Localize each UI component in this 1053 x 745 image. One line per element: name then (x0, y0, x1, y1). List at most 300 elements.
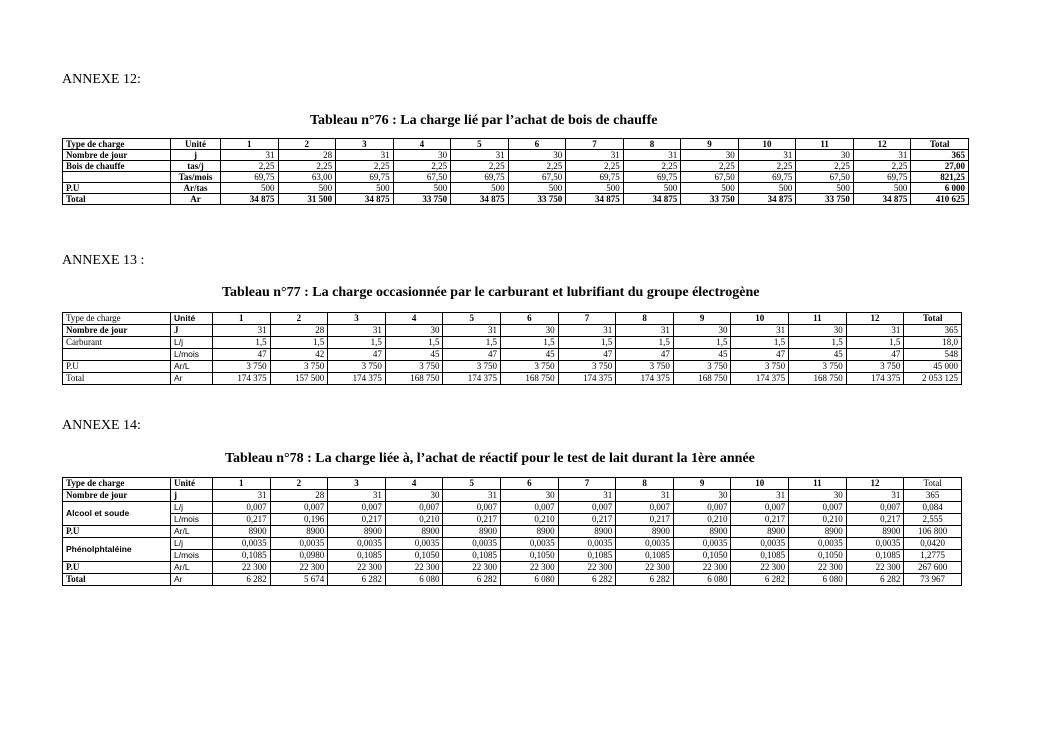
table-cell: 9 (673, 478, 731, 490)
table-cell: 6 080 (501, 574, 559, 586)
table-row (63, 538, 962, 550)
table-cell: Ar/L (171, 526, 213, 538)
table-cell: 2,25 (336, 161, 394, 172)
table-row (63, 337, 962, 349)
table-cell: 30 (673, 490, 731, 502)
table-cell: 28 (270, 325, 328, 337)
table-cell: 0,1050 (673, 550, 731, 562)
table-cell: 7 (566, 139, 624, 150)
table-cell: 0,0035 (213, 538, 271, 550)
table-cell: 410 625 (911, 194, 969, 205)
table-76 (62, 138, 969, 205)
table-cell: Carburant (63, 337, 171, 349)
table-cell: 31 (328, 325, 386, 337)
table-cell: 1,5 (673, 337, 731, 349)
table-cell: 31 (616, 490, 674, 502)
table-cell: 0,0035 (616, 538, 674, 550)
table-cell: 0,1085 (443, 550, 501, 562)
table-row (63, 490, 962, 502)
table-cell: 6 282 (443, 574, 501, 586)
table-cell: 1,5 (846, 337, 904, 349)
table-cell: 5 674 (270, 574, 328, 586)
table-cell: 2 (270, 478, 328, 490)
table-cell: 0,217 (443, 514, 501, 526)
table-77 (62, 312, 962, 385)
table-cell: 6 282 (328, 574, 386, 586)
table-cell: 30 (393, 150, 451, 161)
table-cell: 0,210 (501, 514, 559, 526)
table-row (63, 574, 962, 586)
table-cell: 6 282 (558, 574, 616, 586)
table-header-row (63, 478, 962, 490)
table-cell: 1,5 (328, 337, 386, 349)
table-cell: 6 080 (673, 574, 731, 586)
table-cell: 6 (501, 313, 559, 325)
table-cell: Unité (171, 139, 221, 150)
table-cell: 3 (328, 478, 386, 490)
table-cell: 500 (738, 183, 796, 194)
table-cell: 22 300 (673, 562, 731, 574)
table-cell: 168 750 (385, 373, 443, 385)
table-cell: 0,007 (443, 502, 501, 514)
table-cell: Ar/tas (171, 183, 221, 194)
table-cell: 31 (731, 325, 789, 337)
table-cell: 30 (385, 325, 443, 337)
table-cell: 500 (796, 183, 854, 194)
table-cell: 34 875 (566, 194, 624, 205)
table-cell: 0,007 (789, 502, 847, 514)
table-row (63, 349, 962, 361)
table-cell: 1,5 (501, 337, 559, 349)
table-row (63, 172, 969, 183)
table-cell: 3 (328, 313, 386, 325)
table-cell: Bois de chauffe (63, 161, 171, 172)
table-cell: 0,0035 (731, 538, 789, 550)
table-cell: 12 (846, 313, 904, 325)
table-cell: 11 (789, 313, 847, 325)
table-cell: 0,0035 (501, 538, 559, 550)
table-cell: 2,25 (681, 161, 739, 172)
annex-12-heading: ANNEXE 12: (62, 72, 141, 87)
table-cell: 3 750 (501, 361, 559, 373)
table-cell: 69,75 (221, 172, 279, 183)
table-cell: j (171, 150, 221, 161)
table-cell: 548 (904, 349, 962, 361)
table-cell: 31 (221, 150, 279, 161)
table-cell: 42 (270, 349, 328, 361)
table-cell: 0,0035 (789, 538, 847, 550)
table-cell: 174 375 (616, 373, 674, 385)
table-cell: 31 (443, 490, 501, 502)
table-cell: 500 (336, 183, 394, 194)
table-cell: 0,0035 (328, 538, 386, 550)
table-cell: 33 750 (508, 194, 566, 205)
table-cell: 69,75 (566, 172, 624, 183)
table-cell: 34 875 (451, 194, 509, 205)
table-cell: Phénolphtaléine (63, 538, 171, 562)
table-cell: Nombre de jour (63, 150, 171, 161)
table-78 (62, 477, 962, 586)
table-cell: 168 750 (501, 373, 559, 385)
table-cell: 11 (789, 478, 847, 490)
table-cell: 67,50 (508, 172, 566, 183)
table-cell: 0,0035 (558, 538, 616, 550)
table-cell: 0,0420 (904, 538, 962, 550)
table-cell: 31 (846, 490, 904, 502)
table-cell: 174 375 (558, 373, 616, 385)
table-cell: 500 (508, 183, 566, 194)
table-cell: 3 750 (443, 361, 501, 373)
table-cell: 500 (221, 183, 279, 194)
table-cell: 174 375 (328, 373, 386, 385)
table-cell: 168 750 (789, 373, 847, 385)
table-row (63, 562, 962, 574)
table-cell: 2,25 (393, 161, 451, 172)
table-cell: 12 (846, 478, 904, 490)
table-cell: 174 375 (731, 373, 789, 385)
table-cell: 365 (911, 150, 969, 161)
table-cell: 73 967 (904, 574, 962, 586)
table-cell: 47 (731, 349, 789, 361)
table-cell: 9 (673, 313, 731, 325)
table-cell: 3 750 (673, 361, 731, 373)
table-cell: 34 875 (336, 194, 394, 205)
table-cell: 2 053 125 (904, 373, 962, 385)
table-row (63, 325, 962, 337)
table-cell: 2,25 (278, 161, 336, 172)
table-cell: 0,007 (558, 502, 616, 514)
table-row (63, 514, 962, 526)
table-cell: 22 300 (328, 562, 386, 574)
table-cell: 34 875 (853, 194, 911, 205)
table-cell: 821,25 (911, 172, 969, 183)
table-cell: 0,1050 (501, 550, 559, 562)
table-cell: Ar (171, 194, 221, 205)
table-cell: 9 (681, 139, 739, 150)
table-cell: 30 (385, 490, 443, 502)
table-cell: 28 (270, 490, 328, 502)
table-cell: 47 (443, 349, 501, 361)
table-cell: 3 750 (385, 361, 443, 373)
table-cell: 500 (681, 183, 739, 194)
table-cell: 3 750 (846, 361, 904, 373)
table-cell: 174 375 (213, 373, 271, 385)
table-cell: Total (911, 139, 969, 150)
table-cell: 500 (451, 183, 509, 194)
table-cell: 45 (673, 349, 731, 361)
table-cell: 3 750 (731, 361, 789, 373)
annex-13-heading: ANNEXE 13 : (62, 253, 145, 268)
table-cell: 0,217 (558, 514, 616, 526)
table-cell: 2,25 (508, 161, 566, 172)
table-cell: P.U (63, 361, 171, 373)
table-cell: 2,555 (904, 514, 962, 526)
table-cell: 6 080 (789, 574, 847, 586)
table-cell: 365 (904, 490, 962, 502)
table-cell: 33 750 (796, 194, 854, 205)
table-cell: 4 (385, 478, 443, 490)
table-cell: 34 875 (221, 194, 279, 205)
table-cell: 0,007 (385, 502, 443, 514)
table-cell: 0,007 (270, 502, 328, 514)
table-cell: 3 750 (558, 361, 616, 373)
table-cell: 174 375 (443, 373, 501, 385)
table-cell: Type de charge (63, 139, 171, 150)
table-cell: 47 (328, 349, 386, 361)
table-cell: 1,5 (616, 337, 674, 349)
table-cell: 500 (623, 183, 681, 194)
table-cell: 22 300 (558, 562, 616, 574)
table-cell: 31 (846, 325, 904, 337)
table-cell: L/j (171, 337, 213, 349)
table-row (63, 502, 962, 514)
table-cell: 1,5 (789, 337, 847, 349)
table-cell: Ar/L (171, 562, 213, 574)
table-cell: 6 282 (846, 574, 904, 586)
table-cell: 0,007 (501, 502, 559, 514)
table-cell: 22 300 (731, 562, 789, 574)
table-cell: L/j (171, 502, 213, 514)
table-cell: L/mois (171, 349, 213, 361)
table-cell: 0,1085 (731, 550, 789, 562)
table-cell: 2,25 (738, 161, 796, 172)
table-cell (63, 172, 171, 183)
table-cell: 31 (853, 150, 911, 161)
table-cell: 28 (278, 150, 336, 161)
table-cell: 10 (738, 139, 796, 150)
table-cell (63, 349, 171, 361)
table-cell: 45 (789, 349, 847, 361)
table-cell: 4 (393, 139, 451, 150)
table-cell: 5 (451, 139, 509, 150)
table-cell: 10 (731, 313, 789, 325)
table-cell: 1,5 (213, 337, 271, 349)
table-cell: 12 (853, 139, 911, 150)
table-cell: 2,25 (221, 161, 279, 172)
table-cell: 22 300 (385, 562, 443, 574)
table-cell: 3 750 (270, 361, 328, 373)
table-cell: Total (63, 574, 171, 586)
table-cell: 31 (616, 325, 674, 337)
table-cell: 0,0035 (846, 538, 904, 550)
table-cell: 0,210 (789, 514, 847, 526)
table-cell: Total (904, 313, 962, 325)
table-cell: 1,5 (731, 337, 789, 349)
table-cell: 22 300 (213, 562, 271, 574)
table-cell: j (171, 490, 213, 502)
table-cell: 6 282 (731, 574, 789, 586)
table-cell: P.U (63, 526, 171, 538)
table-cell: 0,217 (616, 514, 674, 526)
table-cell: 7 (558, 313, 616, 325)
table-row (63, 183, 969, 194)
table-cell: 3 (336, 139, 394, 150)
table-cell: 2,25 (566, 161, 624, 172)
table-cell: 47 (213, 349, 271, 361)
table-cell: 0,210 (385, 514, 443, 526)
table-cell: 67,50 (681, 172, 739, 183)
table-cell: 8900 (213, 526, 271, 538)
table-cell: P.U (63, 183, 171, 194)
table-cell: 0,0035 (443, 538, 501, 550)
table-cell: P.U (63, 562, 171, 574)
table-cell: 8900 (328, 526, 386, 538)
table-cell: L/j (171, 538, 213, 550)
table-cell: 22 300 (443, 562, 501, 574)
table-cell: 6 080 (385, 574, 443, 586)
table-cell: 365 (904, 325, 962, 337)
table-cell: 31 500 (278, 194, 336, 205)
table-cell: 31 (731, 490, 789, 502)
table-cell: 0,217 (213, 514, 271, 526)
table-cell: 0,007 (616, 502, 674, 514)
table-cell: 22 300 (616, 562, 674, 574)
table-cell: 174 375 (846, 373, 904, 385)
table-cell: 8900 (789, 526, 847, 538)
table-cell: 30 (796, 150, 854, 161)
table-cell: 22 300 (789, 562, 847, 574)
table-cell: 67,50 (393, 172, 451, 183)
table-cell: 11 (796, 139, 854, 150)
table-cell: 31 (623, 150, 681, 161)
table-cell: 7 (558, 478, 616, 490)
table-cell: Ar/L (171, 361, 213, 373)
table-cell: 3 750 (789, 361, 847, 373)
table-cell: 2,25 (853, 161, 911, 172)
table-cell: 0,0980 (270, 550, 328, 562)
table-cell: Ar (171, 574, 213, 586)
table-cell: 8 (616, 313, 674, 325)
table-cell: 69,75 (336, 172, 394, 183)
table-cell: 31 (558, 325, 616, 337)
table-cell: Ar (171, 373, 213, 385)
table-cell: 45 (501, 349, 559, 361)
table-cell: 500 (853, 183, 911, 194)
table-cell: 10 (731, 478, 789, 490)
table-cell: 0,1050 (385, 550, 443, 562)
table-cell: 34 875 (623, 194, 681, 205)
table-cell: 0,0035 (673, 538, 731, 550)
table-cell: 6 (508, 139, 566, 150)
table-cell: 0,007 (673, 502, 731, 514)
table-cell: 8900 (616, 526, 674, 538)
table-cell: 30 (501, 325, 559, 337)
table-cell: 0,1085 (328, 550, 386, 562)
table-cell: 267 600 (904, 562, 962, 574)
table-cell: 1,5 (270, 337, 328, 349)
table-cell: L/mois (171, 550, 213, 562)
table-cell: 0,1050 (789, 550, 847, 562)
table-cell: 33 750 (393, 194, 451, 205)
table-cell: 8 (616, 478, 674, 490)
table-cell: 30 (789, 490, 847, 502)
table-cell: tas/j (171, 161, 221, 172)
table-cell: 0,084 (904, 502, 962, 514)
table-cell: 0,007 (731, 502, 789, 514)
table-cell: 6 (501, 478, 559, 490)
table-header-row (63, 139, 969, 150)
table-cell: 31 (566, 150, 624, 161)
table-cell: 2,25 (623, 161, 681, 172)
table-cell: 63,00 (278, 172, 336, 183)
table-cell: 31 (738, 150, 796, 161)
table-cell: Unité (171, 478, 213, 490)
table-cell: 1,5 (558, 337, 616, 349)
table-cell: 8900 (846, 526, 904, 538)
table-cell: Unité (171, 313, 213, 325)
table-cell: 8 (623, 139, 681, 150)
table-cell: 45 000 (904, 361, 962, 373)
table-cell: 168 750 (673, 373, 731, 385)
table-cell: 1,2775 (904, 550, 962, 562)
table-cell: 5 (443, 478, 501, 490)
table-cell: 0,217 (328, 514, 386, 526)
annex-14-heading: ANNEXE 14: (62, 418, 141, 433)
table-cell: 34 875 (738, 194, 796, 205)
table-cell: 0,196 (270, 514, 328, 526)
table-cell: 47 (616, 349, 674, 361)
table-cell: 0,1085 (846, 550, 904, 562)
table-cell: 6 282 (213, 574, 271, 586)
table-cell: 0,007 (846, 502, 904, 514)
table-cell: 157 500 (270, 373, 328, 385)
table-cell: 3 750 (328, 361, 386, 373)
table-cell: Total (904, 478, 962, 490)
table-cell: 1,5 (385, 337, 443, 349)
table-cell: 69,75 (623, 172, 681, 183)
table-cell: 8900 (501, 526, 559, 538)
table-cell: 0,0035 (270, 538, 328, 550)
table-cell: 0,007 (328, 502, 386, 514)
table-cell: 6 000 (911, 183, 969, 194)
table-cell: 30 (789, 325, 847, 337)
table-cell: 30 (508, 150, 566, 161)
table-cell: 8900 (443, 526, 501, 538)
table-row (63, 550, 962, 562)
table-cell: 33 750 (681, 194, 739, 205)
table-77-title: Tableau n°77 : La charge occasionnée par le carburant et lubrifiant du groupe électrogène (222, 285, 760, 300)
table-cell: 0,217 (846, 514, 904, 526)
table-cell: 500 (393, 183, 451, 194)
table-cell: 500 (278, 183, 336, 194)
table-row (63, 526, 962, 538)
table-cell: Alcool et soude (63, 502, 171, 526)
table-cell: 0,210 (673, 514, 731, 526)
table-cell: 18,0 (904, 337, 962, 349)
table-cell: 31 (558, 490, 616, 502)
table-cell: 31 (336, 150, 394, 161)
table-cell: 1 (213, 313, 271, 325)
table-cell: 5 (443, 313, 501, 325)
table-cell: Nombre de jour (63, 325, 171, 337)
table-cell: 31 (213, 490, 271, 502)
table-cell: Tas/mois (171, 172, 221, 183)
table-cell: L/mois (171, 514, 213, 526)
table-cell: Total (63, 373, 171, 385)
table-cell: 3 750 (616, 361, 674, 373)
table-cell: 30 (673, 325, 731, 337)
table-cell: 67,50 (796, 172, 854, 183)
table-cell: 1 (213, 478, 271, 490)
table-cell: J (171, 325, 213, 337)
table-cell: 69,75 (451, 172, 509, 183)
table-cell: 31 (328, 490, 386, 502)
table-cell: 106 800 (904, 526, 962, 538)
table-cell: 0,1085 (616, 550, 674, 562)
table-cell: 1 (221, 139, 279, 150)
table-cell: 0,217 (731, 514, 789, 526)
table-cell: 500 (566, 183, 624, 194)
